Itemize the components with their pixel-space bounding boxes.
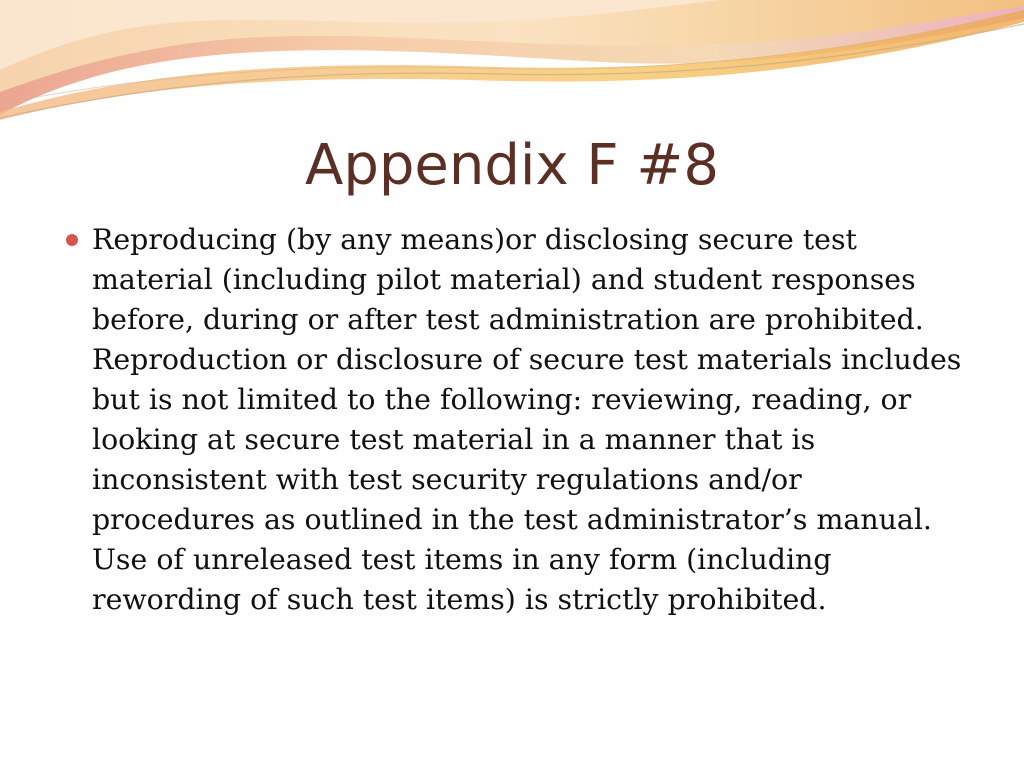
bullet-item (62, 220, 972, 620)
bullet-text: Reproducing (by any means)or disclosing secure test material (including pilot material) and student responses before, during or after test administration are prohibited. Reproduction or disclosure of secure test materials includes but is not limited to the following: reviewing, reading, or looking at secure test material in a manner that is inconsistent with test security regulations and/or procedures as outlined in the test administrator’s manual. Use of unreleased test items in any form (including rewording of such test items) is strictly prohibited. (92, 223, 962, 616)
bullet-dot-icon (66, 234, 78, 246)
slide-title: Appendix F #8 (305, 133, 719, 198)
bullet-list (62, 220, 972, 620)
decorative-wave-header (0, 0, 1024, 130)
